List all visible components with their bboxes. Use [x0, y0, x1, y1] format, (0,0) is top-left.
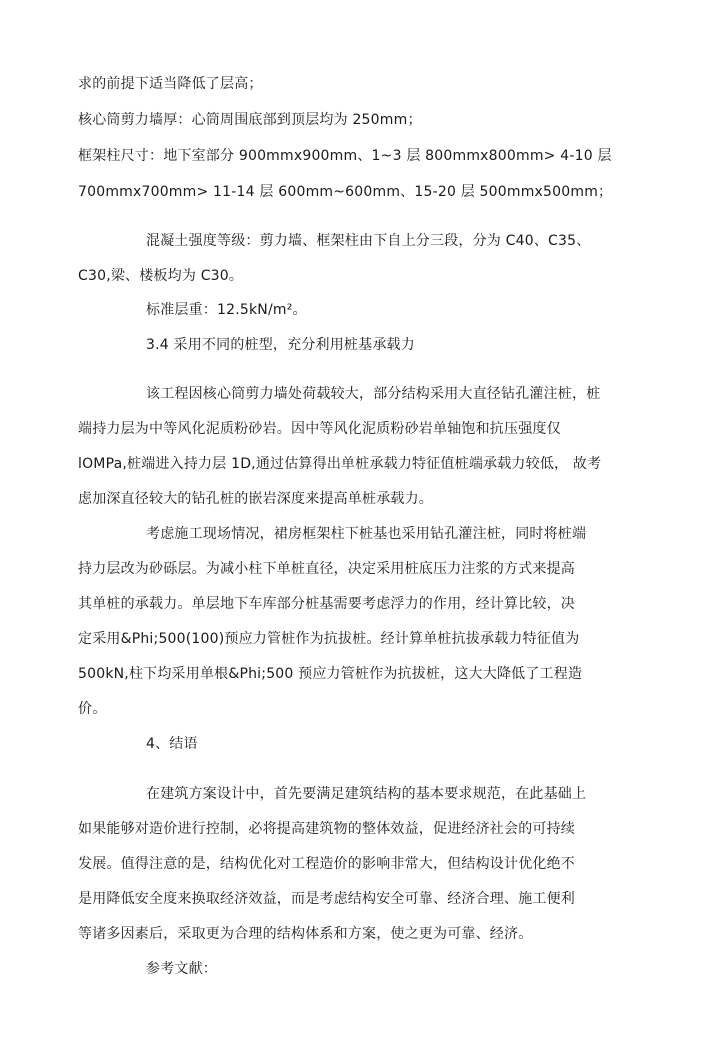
- references-heading: 参考文献：: [146, 961, 217, 977]
- text-line: 标准层重：12.5kN/m²。: [146, 302, 307, 318]
- text-line: 端持力层为中等风化泥质粉砂岩。因中等风化泥质粉砂岩单轴饱和抗压强度仅: [78, 421, 561, 437]
- text-line: 价。: [78, 701, 107, 717]
- text-line: 求的前提下适当降低了层高；: [78, 76, 263, 92]
- text-line: 考虑施工现场情况，裙房框架柱下桩基也采用钻孔灌注桩，同时将桩端: [146, 526, 587, 542]
- text-line: 持力层改为砂砾层。为减小柱下单桩直径，决定采用桩底压力注浆的方式来提高: [78, 561, 575, 577]
- text-line: 500kN,柱下均采用单根&Phi;500 预应力管桩作为抗拔桩，这大大降低了工程造: [78, 666, 583, 682]
- text-line: 定采用&Phi;500(100)预应力管桩作为抗拔桩。经计算单桩抗拔承载力特征值为: [78, 631, 580, 647]
- text-line: 发展。值得注意的是，结构优化对工程造价的影响非常大，但结构设计优化绝不: [78, 856, 575, 872]
- text-line: 等诸多因素后，采取更为合理的结构体系和方案，使之更为可靠、经济。: [78, 926, 533, 942]
- text-line: 在建筑方案设计中，首先要满足建筑结构的基本要求规范，在此基础上: [146, 786, 587, 802]
- section-heading: 4、结语: [146, 736, 198, 752]
- text-line: 框架柱尺寸：地下室部分 900mmx900mm、1~3 层 800mmx800mm> 4-10 层: [78, 148, 612, 164]
- text-line: 如果能够对造价进行控制，必将提高建筑物的整体效益，促进经济社会的可持续: [78, 821, 575, 837]
- text-line: 核心筒剪力墙厚：心筒周围底部到顶层均为 250mm；: [78, 112, 422, 128]
- text-line: C30,梁、楼板均为 C30。: [78, 268, 244, 284]
- text-line: 700mmx700mm> 11-14 层 600mm~600mm、15-20 层 500mmx500mm；: [78, 184, 613, 200]
- text-line: 该工程因核心筒剪力墙处荷载较大，部分结构采用大直径钻孔灌注桩，桩: [146, 386, 601, 402]
- text-line: 是用降低安全度来换取经济效益，而是考虑结构安全可靠、经济合理、施工便利: [78, 891, 575, 907]
- text-line: 混凝土强度等级：剪力墙、框架柱由下自上分三段，分为 C40、C35、: [146, 233, 591, 249]
- section-heading: 3.4 采用不同的桩型，充分利用桩基承载力: [146, 337, 415, 353]
- text-line: lOMPa,桩端进入持力层 1D,通过估算得出单桩承载力特征值桩端承载力较低， 故考: [78, 456, 602, 472]
- text-line: 虑加深直径较大的钻孔桩的嵌岩深度来提高单桩承载力。: [78, 491, 433, 507]
- text-line: 其单桩的承载力。单层地下车库部分桩基需要考虑浮力的作用，经计算比较，决: [78, 596, 575, 612]
